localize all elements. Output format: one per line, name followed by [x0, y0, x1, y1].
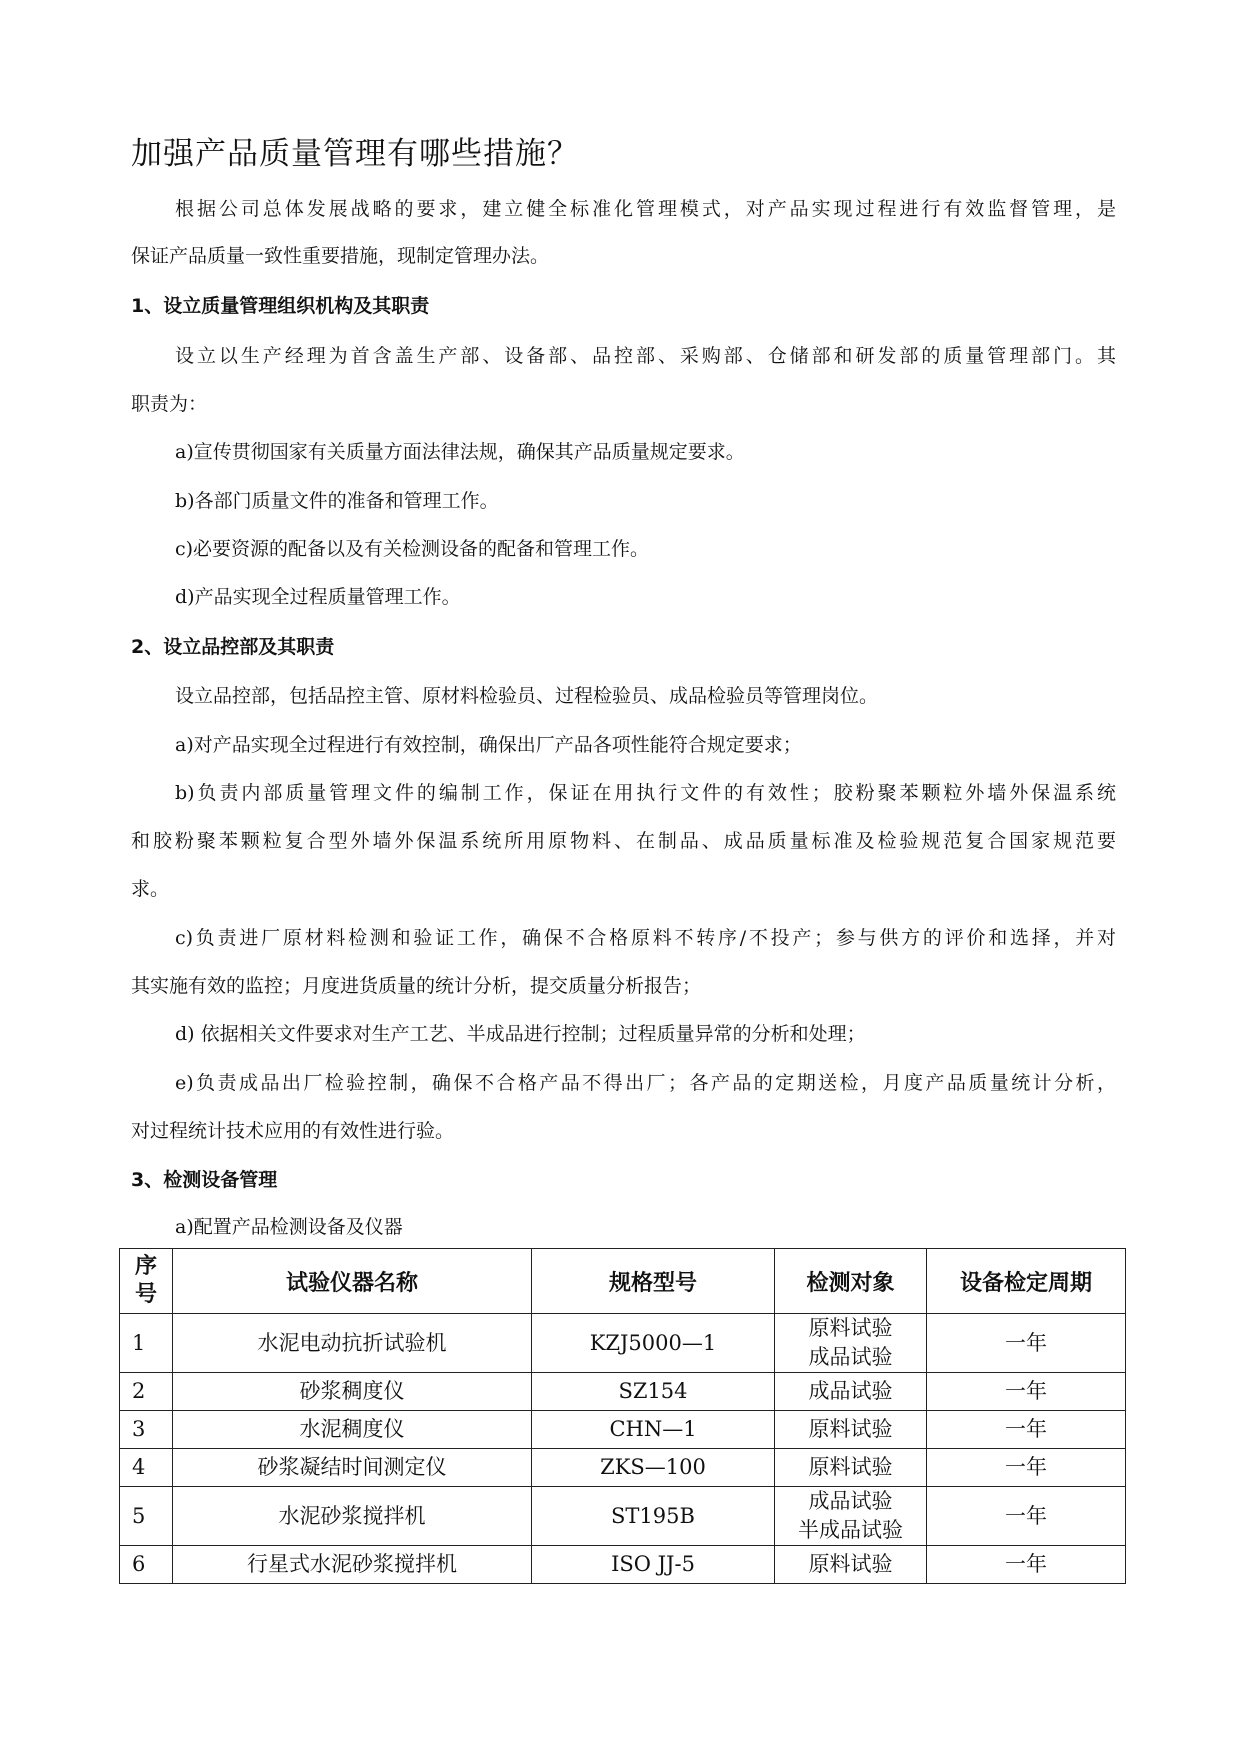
row-model: ST195B: [532, 1487, 775, 1546]
row-model: ZKS—100: [532, 1449, 775, 1487]
section-3-heading: 3、检测设备管理: [131, 1169, 278, 1191]
header-index: [120, 1249, 173, 1314]
header-name: 试验仪器名称: [173, 1249, 532, 1314]
section-1-para-line-1: 设立以生产经理为首含盖生产部、设备部、品控部、采购部、仓储部和研发部的质量管理部门。其: [175, 345, 1116, 367]
row-period: 一年: [927, 1411, 1126, 1449]
table-row: [120, 1314, 1126, 1373]
row-index: 3: [120, 1411, 173, 1449]
row-target: 成品试验: [775, 1373, 927, 1411]
section-1-para-line-2: 职责为：: [131, 393, 208, 415]
section-1-heading: 1、设立质量管理组织机构及其职责: [131, 295, 430, 317]
header-model: 规格型号: [532, 1249, 775, 1314]
section-2-item-a: a)对产品实现全过程进行有效控制，确保出厂产品各项性能符合规定要求；: [175, 734, 802, 756]
section-1-item-b: b)各部门质量文件的准备和管理工作。: [175, 490, 499, 512]
row-index: 4: [120, 1449, 173, 1487]
row-period: 一年: [927, 1546, 1126, 1584]
section-1-item-d: d)产品实现全过程质量管理工作。: [175, 586, 461, 608]
table-row: [120, 1411, 1126, 1449]
row-period: 一年: [927, 1487, 1126, 1546]
row-name: 砂浆凝结时间测定仪: [173, 1449, 532, 1487]
row-target: 原料试验: [775, 1411, 927, 1449]
row-target: [775, 1314, 927, 1373]
header-target: 检测对象: [775, 1249, 927, 1314]
section-1-item-c: c)必要资源的配备以及有关检测设备的配备和管理工作。: [175, 538, 650, 560]
row-name: 行星式水泥砂浆搅拌机: [173, 1546, 532, 1584]
table-row: [120, 1546, 1126, 1584]
row-target-line-2: 半成品试验: [798, 1518, 903, 1542]
section-2-item-d: d) 依据相关文件要求对生产工艺、半成品进行控制；过程质量异常的分析和处理；: [175, 1023, 866, 1045]
row-name: 砂浆稠度仪: [173, 1373, 532, 1411]
row-period: 一年: [927, 1373, 1126, 1411]
row-target: 原料试验: [775, 1546, 927, 1584]
table-row: [120, 1373, 1126, 1411]
section-3-sub: a)配置产品检测设备及仪器: [175, 1216, 403, 1238]
row-target: 原料试验: [775, 1449, 927, 1487]
equipment-table: [119, 1248, 1126, 1584]
row-index: 6: [120, 1546, 173, 1584]
section-2-item-b-line-1: b)负责内部质量管理文件的编制工作，保证在用执行文件的有效性；胶粉聚苯颗粒外墙外保温系统: [175, 782, 1116, 804]
section-2-item-b-line-3: 求。: [131, 878, 170, 900]
row-target-line-1: 成品试验: [808, 1489, 893, 1513]
table-row: [120, 1449, 1126, 1487]
row-target-line-1: 原料试验: [808, 1316, 893, 1340]
row-name: 水泥电动抗折试验机: [173, 1314, 532, 1373]
row-target-line-2: 成品试验: [808, 1345, 893, 1369]
row-index: 2: [120, 1373, 173, 1411]
section-1-item-a: a)宣传贯彻国家有关质量方面法律法规，确保其产品质量规定要求。: [175, 441, 745, 463]
row-index: 1: [120, 1314, 173, 1373]
row-period: 一年: [927, 1449, 1126, 1487]
row-name: 水泥砂浆搅拌机: [173, 1487, 532, 1546]
header-index-line-2: 号: [134, 1282, 157, 1307]
table-row: [120, 1487, 1126, 1546]
section-2-item-c-line-1: c)负责进厂原材料检测和验证工作，确保不合格原料不转序/不投产；参与供方的评价和选择，并对: [175, 927, 1116, 949]
row-model: KZJ5000—1: [532, 1314, 775, 1373]
page-title: 加强产品质量管理有哪些措施？: [131, 136, 579, 172]
row-index: 5: [120, 1487, 173, 1546]
section-2-para: 设立品控部，包括品控主管、原材料检验员、过程检验员、成品检验员等管理岗位。: [175, 685, 879, 707]
row-target: [775, 1487, 927, 1546]
section-2-item-e-line-2: 对过程统计技术应用的有效性进行验。: [131, 1120, 455, 1142]
header-index-line-1: 序: [134, 1254, 157, 1279]
section-2-item-c-line-2: 其实施有效的监控；月度进货质量的统计分析，提交质量分析报告；: [131, 975, 702, 997]
intro-line-1: 根据公司总体发展战略的要求，建立健全标准化管理模式，对产品实现过程进行有效监督管理，是: [175, 198, 1116, 220]
section-2-item-b-line-2: 和胶粉聚苯颗粒复合型外墙外保温系统所用原物料、在制品、成品质量标准及检验规范复合国家规范要: [131, 830, 1116, 852]
section-2-item-e-line-1: e)负责成品出厂检验控制，确保不合格产品不得出厂；各产品的定期送检，月度产品质量统计分析，: [175, 1072, 1116, 1094]
row-model: ISO JJ-5: [532, 1546, 775, 1584]
section-2-heading: 2、设立品控部及其职责: [131, 636, 335, 658]
header-period: 设备检定周期: [927, 1249, 1126, 1314]
row-period: 一年: [927, 1314, 1126, 1373]
row-model: SZ154: [532, 1373, 775, 1411]
table-header-row: [120, 1249, 1126, 1314]
row-model: CHN—1: [532, 1411, 775, 1449]
intro-line-2: 保证产品质量一致性重要措施，现制定管理办法。: [131, 245, 550, 267]
row-name: 水泥稠度仪: [173, 1411, 532, 1449]
